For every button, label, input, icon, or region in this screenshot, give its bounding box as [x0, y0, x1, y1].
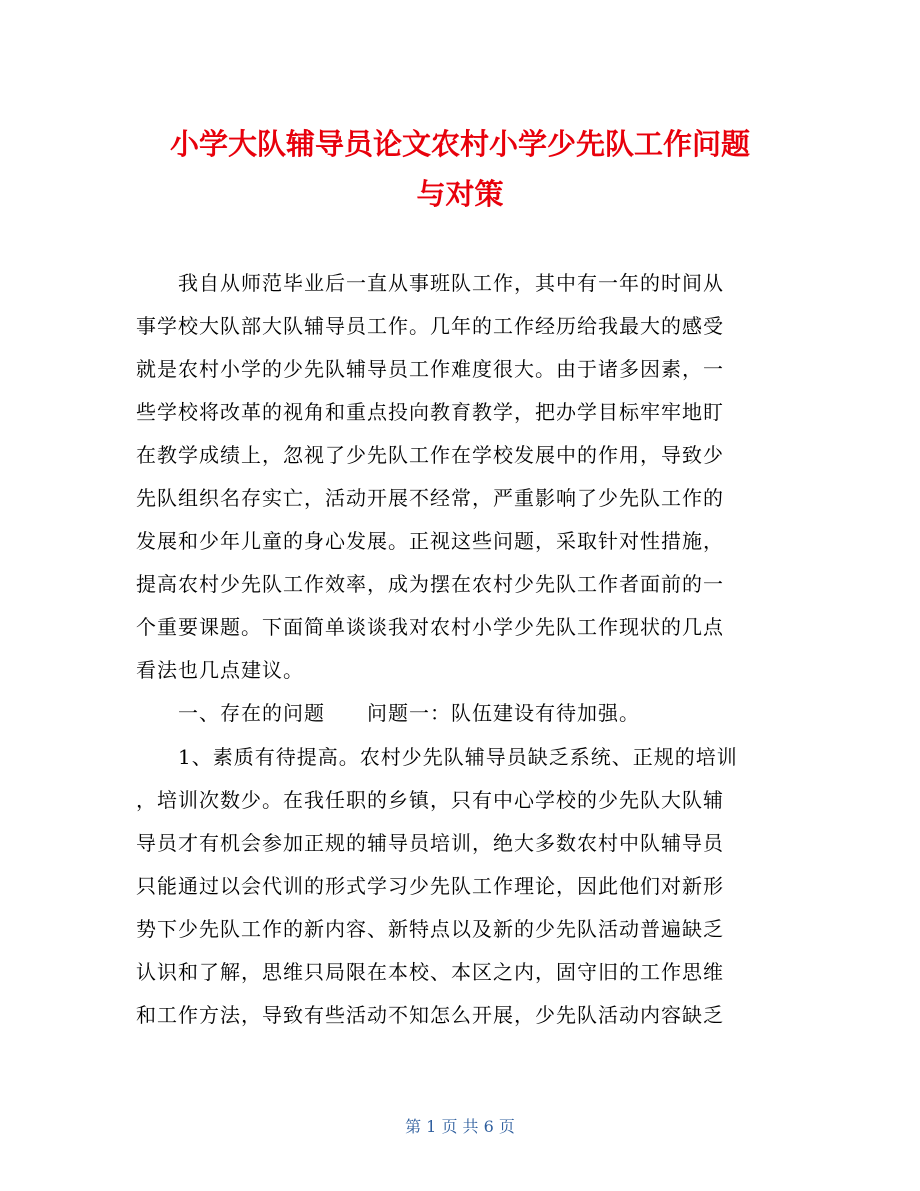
body-text-line: 提高农村少先队工作效率，成为摆在农村少先队工作者面前的一	[136, 572, 724, 597]
body-text-line: 在教学成绩上，忽视了少先队工作在学校发展中的作用，导致少	[136, 443, 724, 468]
body-text-line: 一、存在的问题 问题一：队伍建设有待加强。	[136, 701, 640, 726]
body-text-line: 导员才有机会参加正规的辅导员培训，绝大多数农村中队辅导员	[136, 830, 724, 855]
body-text-line: 看法也几点建议。	[136, 658, 304, 683]
page-footer: 第 1 页 共 6 页	[405, 1117, 515, 1136]
body-text-line: 事学校大队部大队辅导员工作。几年的工作经历给我最大的感受	[136, 314, 724, 339]
document-title-line-1: 小学大队辅导员论文农村小学少先队工作问题	[169, 127, 750, 161]
body-text-line: 认识和了解，思维只局限在本校、本区之内，固守旧的工作思维	[136, 959, 724, 984]
body-text-line: 先队组织名存实亡，活动开展不经常，严重影响了少先队工作的	[136, 486, 724, 511]
body-text-line: 发展和少年儿童的身心发展。正视这些问题，采取针对性措施，	[136, 529, 724, 554]
body-text-line: 就是农村小学的少先队辅导员工作难度很大。由于诸多因素，一	[136, 357, 724, 382]
body-text-line: 和工作方法，导致有些活动不知怎么开展，少先队活动内容缺乏	[136, 1002, 724, 1027]
body-text-line: 势下少先队工作的新内容、新特点以及新的少先队活动普遍缺乏	[136, 916, 724, 941]
body-text-line: ，培训次数少。在我任职的乡镇，只有中心学校的少先队大队辅	[136, 787, 724, 812]
document-title-line-2: 与对策	[416, 177, 504, 211]
body-text-line: 些学校将改革的视角和重点投向教育教学，把办学目标牢牢地盯	[136, 400, 724, 425]
body-text-line: 个重要课题。下面简单谈谈我对农村小学少先队工作现状的几点	[136, 615, 724, 640]
document-body	[136, 268, 776, 1043]
body-text-line: 1、素质有待提高。农村少先队辅导员缺乏系统、正规的培训	[136, 744, 738, 769]
body-text-line: 只能通过以会代训的形式学习少先队工作理论，因此他们对新形	[136, 873, 724, 898]
body-text-line: 我自从师范毕业后一直从事班队工作，其中有一年的时间从	[136, 271, 724, 295]
